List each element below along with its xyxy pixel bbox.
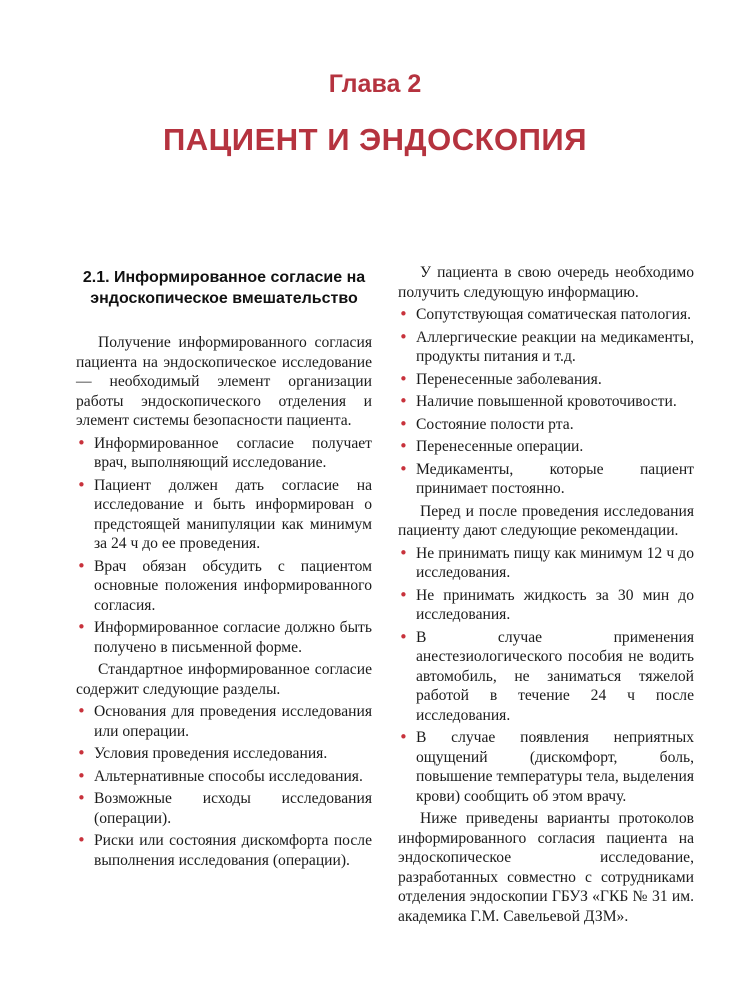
list-item: • В случае появления неприятных ощущений (дискомфорт, боль, повышение температуры тела, выделения крови) сообщить об этом врачу. xyxy=(399,728,694,805)
section-title: 2.1. Информированное согласие на эндоскопическое вмешательство xyxy=(82,269,366,307)
chapter-title: ПАЦИЕНТ И ЭНДОСКОПИЯ xyxy=(162,122,587,157)
bullet-icon: • xyxy=(399,327,408,346)
bullet-icon: • xyxy=(77,475,86,494)
left-bullet-list-2 xyxy=(76,702,372,870)
list-item: • Пациент должен дать согласие на исследование и быть информирован о предстоящей манипуляции как минимум за 24 ч до ее проведения. xyxy=(77,475,372,552)
list-item: • Врач обязан обсудить с пациентом основные положения информированного согласия. xyxy=(77,556,372,614)
list-item: • Аллергические реакции на медикаменты, продукты питания и т.д. xyxy=(399,327,694,365)
bullet-icon: • xyxy=(399,627,408,646)
bullet-icon: • xyxy=(399,305,408,323)
right-bullet-list-1 xyxy=(398,305,694,499)
left-bullet-list-1 xyxy=(76,434,372,658)
right-intro-paragraph: У пациента в свою очередь необходимо получить следующую информацию. xyxy=(398,264,694,301)
list-item: • Медикаменты, которые пациент принимает постоянно. xyxy=(399,459,694,497)
bullet-icon: • xyxy=(77,702,86,720)
list-item: • Состояние полости рта. xyxy=(399,414,574,433)
bullet-icon: • xyxy=(399,585,408,604)
bullet-icon: • xyxy=(399,437,408,455)
list-item: • Сопутствующая соматическая патология. xyxy=(399,305,692,323)
list-item: • Информированное согласие получает врач, выполняющий исследование. xyxy=(77,433,372,471)
list-item: • Возможные исходы исследования (операции). xyxy=(77,789,372,827)
list-item: • Не принимать пищу как минимум 12 ч до исследования. xyxy=(399,543,694,581)
bullet-icon: • xyxy=(77,433,86,452)
bullet-icon: • xyxy=(77,618,86,636)
bullet-icon: • xyxy=(77,789,86,807)
left-paragraph-2: Стандартное информированное согласие содержит следующие разделы. xyxy=(76,661,372,698)
bullet-icon: • xyxy=(399,543,408,562)
bullet-icon: • xyxy=(399,392,408,410)
right-paragraph-3: Ниже приведены варианты протоколов информированного согласия пациента на эндоскопическое исследование, разработанных совместно с сотрудниками отделения эндоскопии ГБУЗ «ГКБ № 31 им. академика Г.М. Савельевой ДЗМ». xyxy=(398,810,694,925)
list-item: • Информированное согласие должно быть получено в письменной форме. xyxy=(77,618,372,656)
bullet-icon: • xyxy=(77,766,86,785)
right-bullet-list-2 xyxy=(398,544,694,807)
left-column xyxy=(76,263,372,873)
list-item: • Альтернативные способы исследования. xyxy=(77,766,363,785)
list-item: • Риски или состояния дискомфорта после выполнения исследования (операции). xyxy=(77,831,372,869)
bullet-icon: • xyxy=(77,831,86,849)
bullet-icon: • xyxy=(399,728,408,746)
bullet-icon: • xyxy=(399,369,408,388)
bullet-icon: • xyxy=(77,744,86,762)
right-paragraph-2: Перед и после проведения исследования пациенту дают следующие рекомендации. xyxy=(398,502,694,539)
bullet-icon: • xyxy=(399,459,408,478)
right-column xyxy=(398,263,694,929)
left-intro-paragraph: Получение информированного согласия пациента на эндоскопическое исследование — необходимый элемент организации работы эндоскопического отделения и элемент системы безопасности пациента. xyxy=(76,334,372,429)
list-item: • Условия проведения исследования. xyxy=(77,744,328,762)
list-item: • Наличие повышенной кровоточивости. xyxy=(399,392,677,410)
list-item: • В случае применения анестезиологического пособия не водить автомобиль, не заниматься тяжелой работой в течение 24 ч после исследования. xyxy=(399,627,694,724)
list-item: • Перенесенные операции. xyxy=(399,437,584,455)
list-item: • Основания для проведения исследования или операции. xyxy=(77,702,372,740)
list-item: • Перенесенные заболевания. xyxy=(399,369,602,388)
bullet-icon: • xyxy=(77,556,86,575)
list-item: • Не принимать жидкость за 30 мин до исследования. xyxy=(399,585,694,623)
chapter-label: Глава 2 xyxy=(328,70,422,98)
bullet-icon: • xyxy=(399,414,408,433)
